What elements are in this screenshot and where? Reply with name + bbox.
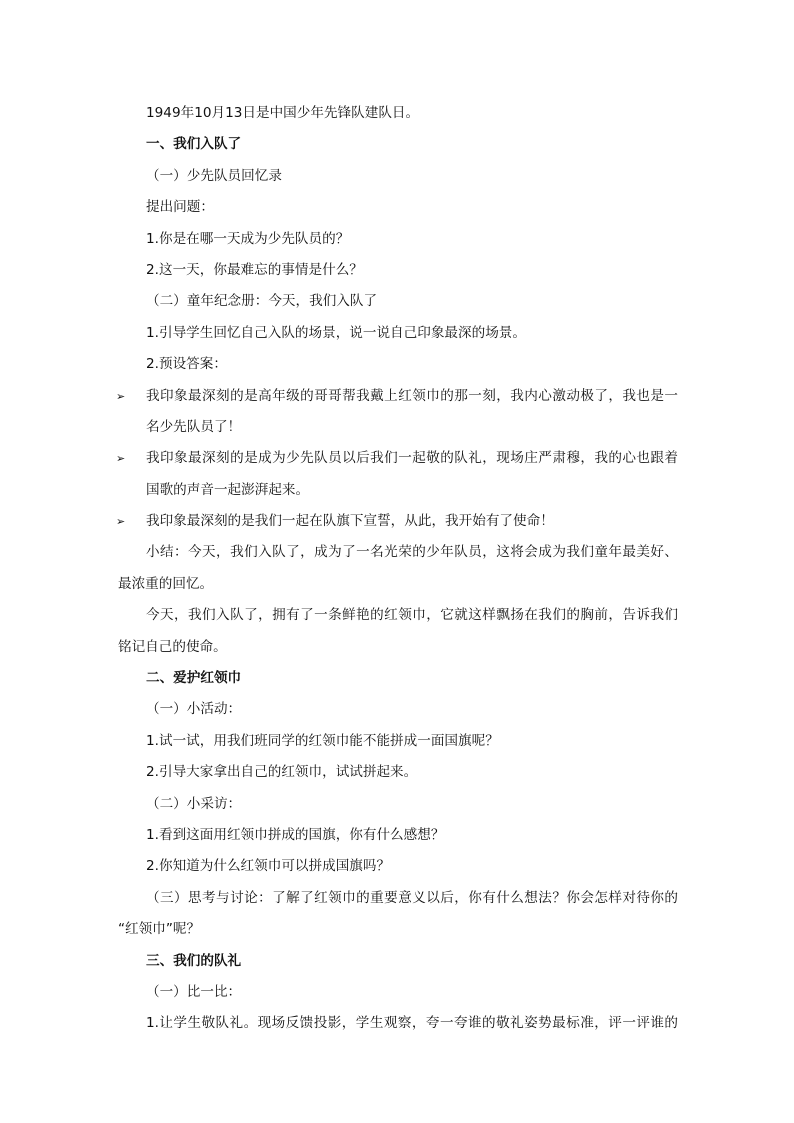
paragraph-line xyxy=(118,694,678,725)
line-text: 1949年10月13日是中国少年先锋队建队日。 xyxy=(146,105,420,121)
paragraph-line xyxy=(118,977,678,1008)
line-text: 2.你知道为什么红领巾可以拼成国旗吗？ xyxy=(146,858,391,875)
line-text: 1.看到这面用红领巾拼成的国旗，你有什么感想？ xyxy=(146,826,445,843)
line-text: 1.你是在哪一天成为少先队员的？ xyxy=(146,230,350,247)
line-text: 1.试一试，用我们班同学的红领巾能不能拼成一面国旗呢？ xyxy=(146,732,499,749)
line-text: 铭记自己的使命。 xyxy=(118,638,227,655)
line-text: 今天，我们入队了，拥有了一条鲜艳的红领巾，它就这样飘扬在我们的胸前，告诉我们 xyxy=(146,607,678,624)
bullet-item xyxy=(118,381,678,412)
paragraph-line xyxy=(118,914,678,945)
line-text: 最浓重的回忆。 xyxy=(118,575,214,592)
bullet-item xyxy=(118,506,678,537)
line-text: 小结：今天，我们入队了，成为了一名光荣的少年队员，这将会成为我们童年最美好、 xyxy=(146,544,678,561)
paragraph-line xyxy=(118,632,678,663)
paragraph-line xyxy=(118,192,678,223)
line-text: 2.这一天，你最难忘的事情是什么？ xyxy=(146,261,363,278)
paragraph-line xyxy=(118,224,678,255)
paragraph-line xyxy=(118,475,678,506)
arrowhead-bullet-icon: ➢ xyxy=(116,389,126,403)
section-heading xyxy=(118,663,678,694)
line-text: 二、爱护红领巾 xyxy=(146,670,242,687)
line-text: 我印象最深刻的是我们一起在队旗下宣誓，从此，我开始有了使命！ xyxy=(146,513,554,530)
line-text: 国歌的声音一起澎湃起来。 xyxy=(146,481,310,498)
arrowhead-bullet-icon: ➢ xyxy=(116,452,126,466)
paragraph-line xyxy=(118,1008,678,1039)
paragraph-line xyxy=(118,318,678,349)
line-text: “红领巾”呢？ xyxy=(118,921,201,938)
paragraph-line xyxy=(118,757,678,788)
paragraph-line xyxy=(118,726,678,757)
section-heading xyxy=(118,129,678,160)
paragraph-line xyxy=(118,789,678,820)
line-text: 名少先队员了！ xyxy=(146,418,242,435)
line-text: （一）少先队员回忆录 xyxy=(146,167,282,184)
line-text: 一、我们入队了 xyxy=(146,136,242,153)
document-body xyxy=(118,98,678,1040)
line-text: 1.让学生敬队礼。现场反馈投影，学生观察，夸一夸谁的敬礼姿势最标准，评一评谁的 xyxy=(146,1015,678,1032)
paragraph-line xyxy=(118,255,678,286)
paragraph-line xyxy=(118,286,678,317)
paragraph-line xyxy=(118,349,678,380)
line-text: 2.预设答案： xyxy=(146,356,227,373)
paragraph-line xyxy=(118,851,678,882)
line-text: 三、我们的队礼 xyxy=(146,952,242,969)
paragraph-line xyxy=(118,569,678,600)
paragraph-line xyxy=(118,161,678,192)
line-text: 提出问题： xyxy=(146,199,214,216)
line-text: 1.引导学生回忆自己入队的场景，说一说自己印象最深的场景。 xyxy=(146,324,526,341)
paragraph-line xyxy=(118,98,678,129)
line-text: （一）小活动： xyxy=(146,701,242,718)
bullet-item xyxy=(118,443,678,474)
arrowhead-bullet-icon: ➢ xyxy=(116,515,126,529)
line-text: （一）比一比： xyxy=(146,983,242,1000)
paragraph-line xyxy=(118,412,678,443)
section-heading xyxy=(118,946,678,977)
line-text: （三）思考与讨论：了解了红领巾的重要意义以后，你有什么想法？你会怎样对待你的 xyxy=(146,889,678,906)
line-text: 2.引导大家拿出自己的红领巾，试试拼起来。 xyxy=(146,764,418,781)
paragraph-line xyxy=(118,600,678,631)
paragraph-line xyxy=(118,537,678,568)
paragraph-line xyxy=(118,820,678,851)
paragraph-line xyxy=(118,883,678,914)
line-text: 我印象最深刻的是成为少先队员以后我们一起敬的队礼，现场庄严肃穆，我的心也跟着 xyxy=(146,450,678,467)
line-text: 我印象最深刻的是高年级的哥哥帮我戴上红领巾的那一刻，我内心激动极了，我也是一 xyxy=(146,387,678,404)
line-text: （二）小采访： xyxy=(146,795,242,812)
line-text: （二）童年纪念册：今天，我们入队了 xyxy=(146,293,378,310)
